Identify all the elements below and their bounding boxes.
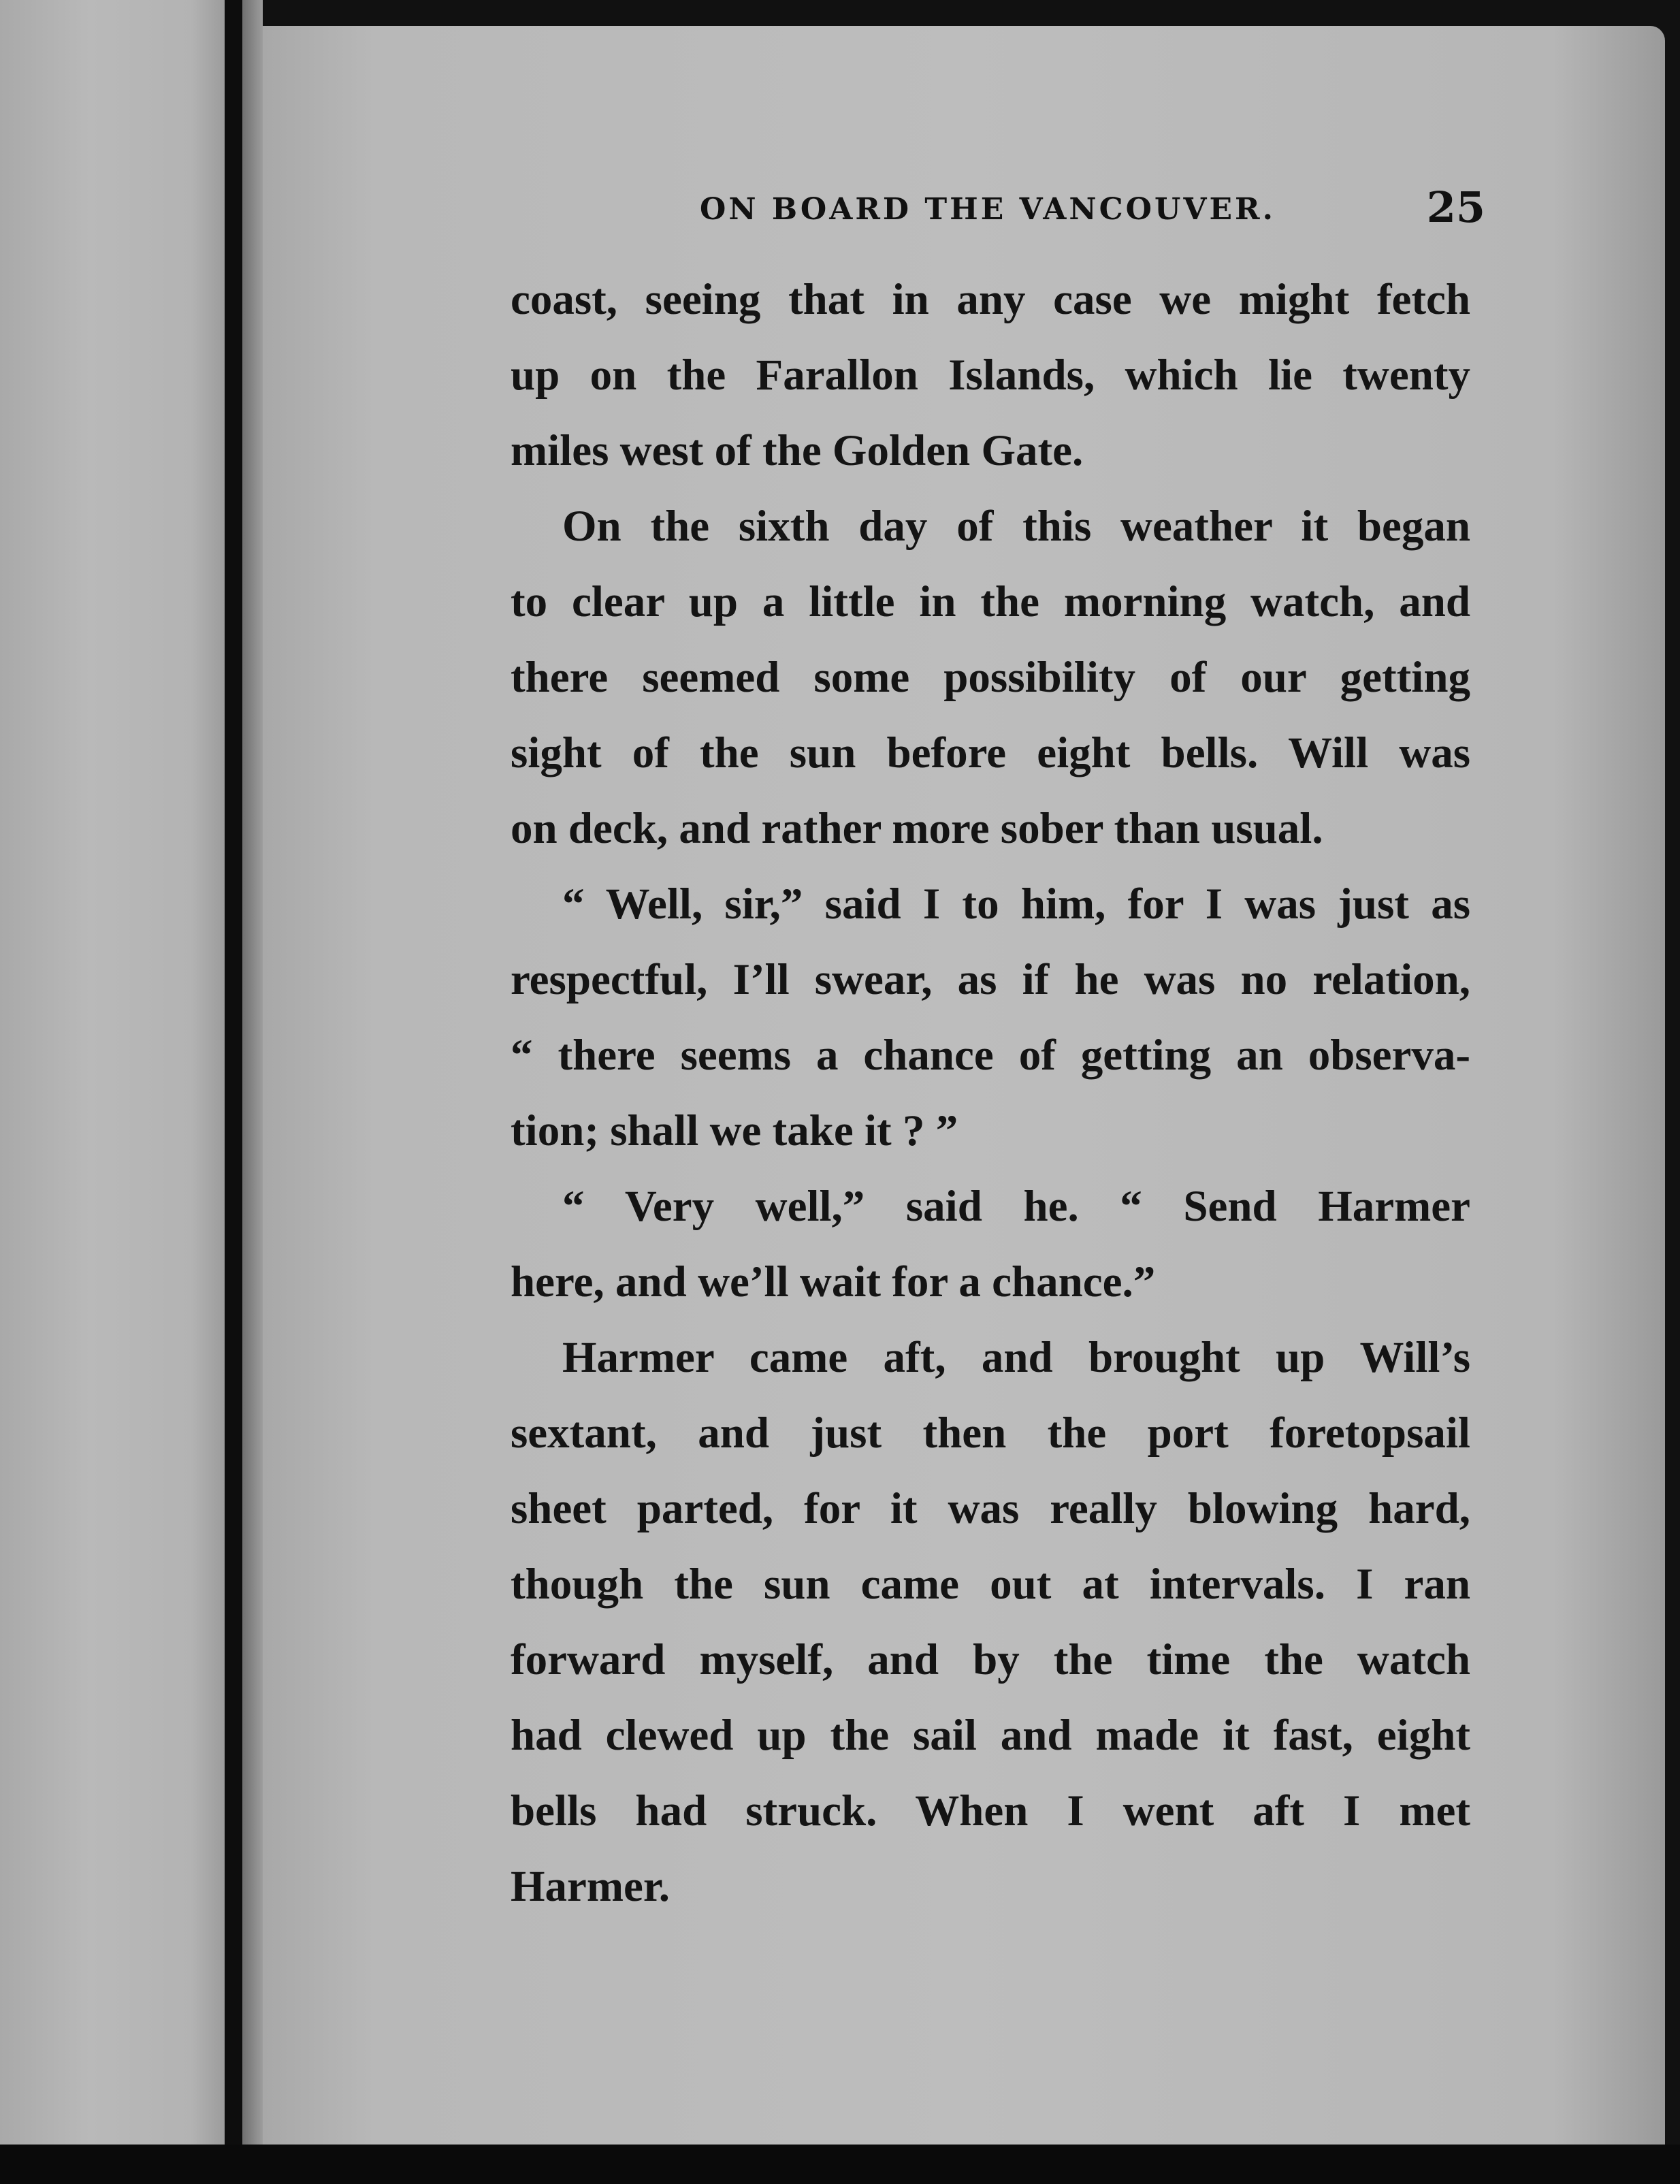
text-line: there seemed some possibility of our getting xyxy=(511,653,1470,702)
left-page-edge xyxy=(0,0,225,2184)
body-text xyxy=(511,262,1470,1925)
text-line: forward myself, and by the time the watch xyxy=(511,1635,1470,1684)
running-head xyxy=(700,182,1485,230)
text-line: had clewed up the sail and made it fast, eight xyxy=(511,1711,1470,1760)
text-line: on deck, and rather more sober than usual. xyxy=(511,804,1323,853)
text-line: to clear up a little in the morning watch, and xyxy=(511,577,1470,626)
text-line: up on the Farallon Islands, which lie twenty xyxy=(511,351,1470,400)
text-line: sheet parted, for it was really blowing hard, xyxy=(511,1484,1470,1533)
text-line: respectful, I’ll swear, as if he was no relation, xyxy=(511,955,1470,1004)
text-line: here, and we’ll wait for a chance.” xyxy=(511,1257,1156,1306)
text-line: though the sun came out at intervals. I ran xyxy=(511,1560,1470,1609)
text-line: Harmer came aft, and brought up Will’s xyxy=(562,1333,1470,1382)
text-line: bells had struck. When I went aft I met xyxy=(511,1786,1470,1835)
text-line: miles west of the Golden Gate. xyxy=(511,426,1084,475)
book-gutter xyxy=(225,0,242,2145)
gutter-shadow xyxy=(242,0,263,2145)
text-line: coast, seeing that in any case we might fetch xyxy=(511,275,1470,324)
text-line: “ there seems a chance of getting an observa- xyxy=(511,1031,1470,1080)
scan-bottom-edge xyxy=(0,2145,1680,2184)
text-line: On the sixth day of this weather it began xyxy=(562,502,1470,551)
running-head-title: ON BOARD THE VANCOUVER. xyxy=(700,192,1276,227)
text-line: “ Very well,” said he. “ Send Harmer xyxy=(562,1182,1470,1231)
text-line: sight of the sun before eight bells. Will was xyxy=(511,728,1470,777)
text-line: Harmer. xyxy=(511,1862,671,1911)
page-number: 25 xyxy=(1426,182,1485,232)
text-line: “ Well, sir,” said I to him, for I was just as xyxy=(562,880,1470,929)
text-line: tion; shall we take it ? ” xyxy=(511,1106,958,1155)
text-line: sextant, and just then the port foretopsail xyxy=(511,1409,1470,1458)
